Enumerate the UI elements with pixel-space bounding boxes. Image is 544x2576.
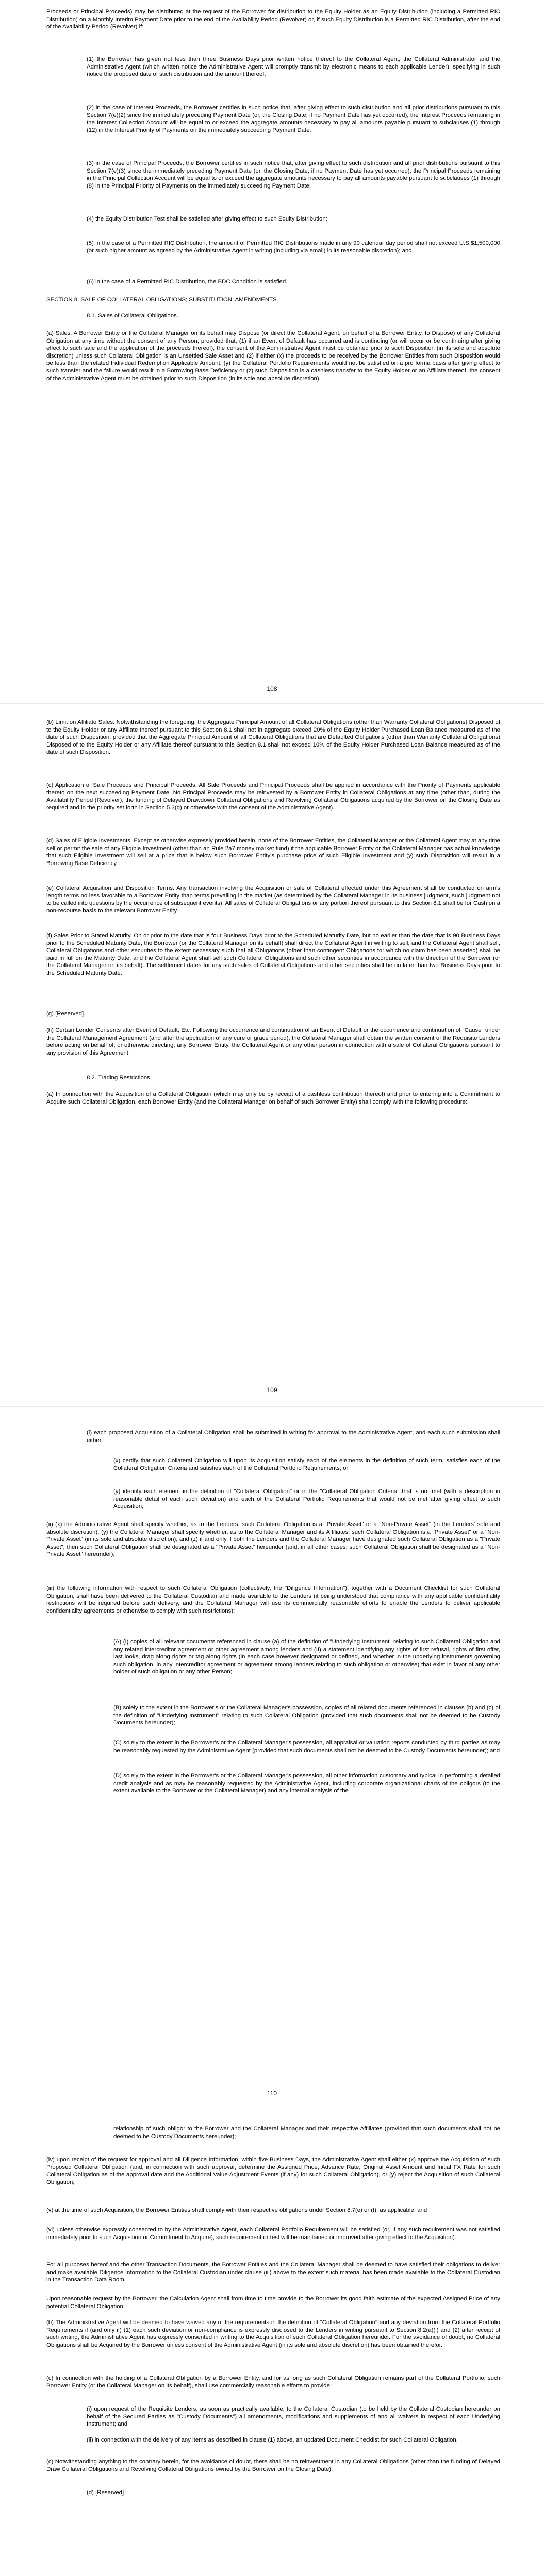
subsection-heading: 8.1. Sales of Collateral Obligations. — [87, 313, 178, 319]
paragraph: (i) each proposed Acquisition of a Collateral Obligation shall be submitted in writing for approval to the Administrative Agent, and each such submission shall either: — [87, 1430, 500, 1444]
section-heading: SECTION 8. SALE OF COLLATERAL OBLIGATIONS; SUBSTITUTION; AMENDMENTS — [46, 297, 277, 303]
page-108 — [0, 0, 544, 703]
paragraph: (5) in the case of a Permitted RIC Distribution, the amount of Permitted RIC Distributions made in any 90 calendar day period shall not exceed U.S.$1,500,000 (or such higher amount as agreed by the Administrative Agent in writing (including via email) in its reasonable discretion); and — [87, 240, 500, 254]
paragraph: (2) in the case of Interest Proceeds, the Borrower certifies in such notice that, after giving effect to such distribution and all prior distributions pursuant to this Section 7(e)(2) since the immediately preceding Payment Date (or, the Closing Date, if no Payment Date has yet occurred), the Interest Proceeds remaining in the Interest Collection Account will be equal to or exceed the aggregate amounts necessary to pay all amounts payable pursuant to subclauses (1) through (12) in the Interest Priority of Payments on the immediately succeeding Payment Date; — [87, 105, 500, 133]
paragraph: (b) Limit on Affiliate Sales. Notwithstanding the foregoing, the Aggregate Principal Amount of all Collateral Obligations (other than Warranty Collateral Obligations) Disposed of to the Equity Holder or any Affiliate thereof pursuant to this Section 8.1 shall not in aggregate exceed 20% of the Equity Holder Purchased Loan Balance measured as of the date of such Disposition; provided that the Aggregate Principal Amount of all Collateral Obligations that are Defaulted Obligations (other than Warranty Collateral Obligations) Disposed of to the Equity Holder or any Affiliate thereof pursuant to this Section 8.1 shall not exceed 10% of the Equity Holder Purchased Loan Balance measured as of the date of such Disposition. — [46, 719, 500, 756]
paragraph: (C) solely to the extent in the Borrower's or the Collateral Manager's possession, all appraisal or valuation reports conducted by third parties as may be reasonably requested by the Administrative Agent (provided that such documents shall not be deemed to be Custody Documents hereunder); and — [113, 1740, 500, 1754]
paragraph: (h) Certain Lender Consents after Event of Default, Etc. Following the occurrence and continuation of an Event of Default or the occurrence and continuation of "Cause" under the Collateral Management Agreement (and after the application of any cure or grace period), the Collateral Manager shall obtain the written consent of the Requisite Lenders before acting on behalf of, or otherwise directing, any Borrower Entity, the Collateral Agent or any other person in connection with a sale of Collateral Obligations pursuant to any provision of this Agreement. — [46, 1027, 500, 1056]
paragraph: (b) The Administrative Agent will be deemed to have waived any of the requirements in the definition of "Collateral Obligation" and any deviation from the Collateral Portfolio Requirements if (and only if) (1) each such deviation or non-compliance is expressly disclosed to the Lenders in writing pursuant to Section 8.2(a)(i) and (2) after receipt of such writing, the Administrative Agent has expressly consented in writing to the Acquisition of such Collateral Obligation hereunder. For the avoidance of doubt, no Collateral Obligations shall be Acquired by the Borrower unless consent of the Administrative Agent (in its sole and absolute discretion) has been obtained therefor. — [46, 2319, 500, 2348]
paragraph: (D) solely to the extent in the Borrower's or the Collateral Manager's possession, all other information customary and typical in performing a detailed credit analysis and as may be reasonably requested by the Administrative Agent, including corporate organizational charts of the obligors (to the extent available to the Borrower or the Collateral Manager) and any internal analysis of the — [113, 1773, 500, 1794]
paragraph: (f) Sales Prior to Stated Maturity. On or prior to the date that is four Business Days prior to the Scheduled Maturity Date, but no earlier than the date that is 90 Business Days prior to the Scheduled Maturity Date, the Borrower (or the Collateral Manager on its behalf) shall direct the Collateral Agent in writing to sell, and the Collateral Agent shall sell, Collateral Obligations and other securities to the extent necessary such that all Obligations (other than contingent Obligations for which no claim has been asserted) shall be paid in full on the Maturity Date, and the Collateral Agent shall sell such Collateral Obligations and such other securities in accordance with the direction of the Borrower (or the Collateral Manager on its behalf). The settlement dates for any such sales of Collateral Obligations and other securities shall be no later than two Business Days prior to the Scheduled Maturity Date. — [46, 933, 500, 976]
paragraph: (d) [Reserved] — [87, 2489, 124, 2496]
paragraph: (3) in the case of Principal Proceeds, the Borrower certifies in such notice that, after giving effect to such distribution and all prior distributions pursuant to this Section 7(e)(3) since the immediately preceding Payment Date (or, the Closing Date, if no Payment Date has yet occurred), the Principal Proceeds remaining in the Principal Collection Account will be equal to or exceed the aggregate amounts necessary to pay all amounts payable pursuant to subclauses (1) through (8) in the Principal Priority of Payments on the immediately succeeding Payment Date; — [87, 160, 500, 189]
paragraph: (iv) upon receipt of the request for approval and all Diligence Information, within five Business Days, the Administrative Agent shall either (x) approve the Acquisition of such Proposed Collateral Obligation (and, in connection with such approval, determine the Assigned Price, Advance Rate, Original Asset Amount and Initial FX Rate for such Collateral Obligation as of the approval date and the Additional Value Adjustment Events (if any) for such Collateral Obligation), or (y) reject the Acquisition of such Collateral Obligation; — [46, 2157, 500, 2185]
page-111 — [0, 2110, 544, 2576]
subsection-heading: 8.2. Trading Restrictions. — [87, 1075, 152, 1081]
paragraph: (y) identify each element in the definition of "Collateral Obligation" or in the "Collateral Obligation Criteria" that is not met (with a description in reasonable detail of each such deviation) and each of the Collateral Portfolio Requirements that would not be met after giving effect to such Acquisition; — [113, 1488, 500, 1510]
paragraph: (1) the Borrower has given not less than three Business Days prior written notice thereof to the Collateral Agent, the Collateral Administrator and the Administrative Agent (which written notice the Administrative Agent will promptly transmit by electronic means to each applicable Lender), specifying in such notice the proposed date of such distribution and the amount thereof; — [87, 56, 500, 78]
paragraph: (ii) in connection with the delivery of any items as described in clause (1) above, an updated Document Checklist for such Collateral Obligation. — [87, 2437, 458, 2443]
paragraph: For all purposes hereof and the other Transaction Documents, the Borrower Entities and the Collateral Manager shall be deemed to have satisfied their obligations to deliver and make available Diligence Information to the Collateral Custodian under clause (iii) above to the extent such material has been made available to the Collateral Custodian in the Transaction Data Room. — [46, 2262, 500, 2283]
paragraph: (vi) unless otherwise expressly consented to by the Administrative Agent, each Collateral Portfolio Requirement will be satisfied (or, if any such requirement was not satisfied immediately prior to such Acquisition or Commitment to Acquire), such requirement or test will be maintained or improved after giving effect to the Acquisition). — [46, 2227, 500, 2241]
paragraph: (a) In connection with the Acquisition of a Collateral Obligation (which may only be by receipt of a cashless contribution thereof) and prior to entering into a Commitment to Acquire such Collateral Obligation, each Borrower Entity (and the Collateral Manager on behalf of such Borrower Entity) shall comply with the following procedure: — [46, 1091, 500, 1105]
paragraph: (i) upon request of the Requisite Lenders, as soon as practically available, to the Collateral Custodian (to be held by the Collateral Custodian hereunder on behalf of the Secured Parties as "Custody Documents") all amendments, modifications and supplements of and all waivers in respect of each Underlying Instrument; and — [87, 2406, 500, 2428]
paragraph: (6) in the case of a Permitted RIC Distribution, the BDC Condition is satisfied. — [87, 279, 288, 285]
paragraph: relationship of such obligor to the Borrower and the Collateral Manager and their respective Affiliates (provided that such documents shall not be deemed to be Custody Documents hereunder); — [113, 2126, 500, 2140]
paragraph: (c) Application of Sale Proceeds and Principal Proceeds. All Sale Proceeds and Principal Proceeds shall be applied in accordance with the Priority of Payments applicable thereto on the next succeeding Payment Date. No Principal Proceeds may be reinvested by a Borrower Entity in Collateral Obligations at any time (other than, during the Availability Period (Revolver), the funding of Delayed Drawdown Collateral Obligations and Revolving Collateral Obligations acquired by the Borrower on the Closing Date as required and in the priority set forth in Section 5.3(d) or otherwise with the consent of the Administrative Agent). — [46, 782, 500, 811]
paragraph: (x) certify that such Collateral Obligation will upon its Acquisition satisfy each of the elements in the definition of such term, satisfies each of the Collateral Obligation Criteria and satisfies each of the Collateral Portfolio Requirements; or — [113, 1458, 500, 1471]
paragraph: (v) at the time of such Acquisition, the Borrower Entities shall comply with their respective obligations under Section 8.7(e) or (f), as applicable; and — [46, 2207, 427, 2213]
paragraph: (c) In connection with the holding of a Collateral Obligation by a Borrower Entity, and for as long as such Collateral Obligation remains part of the Collateral Portfolio, such Borrower Entity (or the Collateral Manager on its behalf), shall use commercially reasonable efforts to provide: — [46, 2375, 500, 2389]
paragraph: (d) Sales of Eligible Investments. Except as otherwise expressly provided herein, none of the Borrower Entities, the Collateral Manager or the Collateral Agent may at any time sell or permit the sale of any Eligible Investment (other than an Rule 2a7 money market fund) if the applicable Borrower Entity or the Collateral Manager has actual knowledge that such Eligible Investment will sell at a price that is below such Borrower Entity's purchase price of such Eligible Investment and (y) such Disposition will result in a Borrowing Base Deficiency. — [46, 838, 500, 867]
page-number: 108 — [267, 685, 277, 692]
paragraph: Upon reasonable request by the Borrower, the Calculation Agent shall from time to time provide to the Borrower its good faith estimate of the expected Assigned Price of any potential Collateral Obligation. — [46, 2296, 500, 2310]
page-number: 110 — [267, 2090, 277, 2097]
paragraph: (e) Collateral Acquisition and Disposition Terms. Any transaction involving the Acquisition or sale of Collateral effected under this Agreement shall be conducted on arm's length terms no less favorable to a Borrower Entity than terms prevailing in the market (as determined by the Collateral Manager in its business judgment, such judgment not to be called into questions by the occurrence of subsequent events). All sales of Collateral Obligations or any portion thereof pursuant to this Section 8.1 shall be for Cash on a non-recourse basis to the relevant Borrower Entity. — [46, 885, 500, 914]
page-110 — [0, 1406, 544, 2110]
paragraph: (A) (I) copies of all relevant documents referenced in clause (a) of the definition of "Underlying Instrument" relating to such Collateral Obligation and any related intercreditor agreement or other agreement among lenders and (II) a statement identifying any rights of first refusal, rights of first offer, last looks, drag along rights or tag along rights (in each case however designated or defined, and whether in the underlying instruments governing such obligation, in any intercreditor agreement or agreement among lenders relating to such obligation or otherwise) that exist in favor of any other holder of such obligation or any other Person; — [113, 1639, 500, 1675]
paragraph: (a) Sales. A Borrower Entity or the Collateral Manager on its behalf may Dispose (or direct the Collateral Agent, on behalf of a Borrower Entity, to Dispose) of any Collateral Obligation at any time without the consent of any Person; provided that, (1) if an Event of Default has occurred and is continuing (or will occur or be continuing after giving effect to such sale and the application of the proceeds thereof), the consent of the Administrative Agent must be obtained prior to such Disposition (in its sole and absolute discretion) unless such Collateral Obligation is an Unsettled Sale Asset and (2) if either (x) the proceeds to be received by the Borrower Entities from such Disposition would be less than the related Individual Redemption Applicable Amount, (y) the Collateral Portfolio Requirements would not be satisfied on a pro forma basis after giving effect to such transfer and the failure would result in a Borrowing Base Deficiency or (z) such Disposition is a cashless transfer to the Equity Holder or an Affiliate thereof, the consent of the Administrative Agent must be obtained prior to such Disposition (in its sole and absolute discretion). — [46, 330, 500, 382]
paragraph: (iii) the following information with respect to such Collateral Obligation (collectively, the "Diligence Information"), together with a Document Checklist for such Collateral Obligation, shall have been delivered to the Collateral Custodian and made available to the Lenders (it being understood that compliance with any applicable confidentiality restrictions will be required before such delivery, and the Collateral Manager will use its commercially reasonable efforts to enable the Lenders to deliver applicable confidentiality agreements or otherwise to comply with such restrictions): — [46, 1585, 500, 1614]
page-number: 109 — [267, 1386, 277, 1394]
paragraph: (g) [Reserved]. — [46, 1011, 86, 1017]
paragraph: (c) Notwithstanding anything to the contrary herein, for the avoidance of doubt, there shall be no reinvestment in any Collateral Obligations (other than the funding of Delayed Draw Collateral Obligations and Revolving Collateral Obligations owned by the Borrower on the Closing Date). — [46, 2459, 500, 2472]
paragraph: (ii) (x) the Administrative Agent shall specify whether, as to the Lenders, such Collateral Obligation is a "Private Asset" or a "Non-Private Asset" (in the Lenders' sole and absolute discretion), (y) the Collateral Manager shall specify whether, as to the Collateral Manager and its Affiliates, such Collateral Obligation is a "Private Asset" or a "Non-Private Asset" (in its sole and absolute discretion); and (z) if and only if both the Lenders and the Collateral Manager have designated such Collateral Obligation as a "Private Asset", then such Collateral Obligation shall be designated as a "Private Asset" hereunder (and, in all other cases, such Collateral Obligation shall be designated as a "Non-Private Asset" hereunder); — [46, 1521, 500, 1558]
paragraph: (4) the Equity Distribution Test shall be satisfied after giving effect to such Equity Distribution; — [87, 216, 327, 222]
paragraph: Proceeds or Principal Proceeds) may be distributed at the request of the Borrower for distribution to the Equity Holder as an Equity Distribution (including a Permitted RIC Distribution) on a Monthly Interim Payment Date prior to the end of the Availability Period (Revolver) or, if such Equity Distribution is a Permitted RIC Distribution, after the end of the Availability Period (Revolver) if: — [46, 9, 500, 30]
paragraph: (B) solely to the extent in the Borrower's or the Collateral Manager's possession, copies of all related documents referenced in clauses (b) and (c) of the definition of "Underlying Instrument" relating to such Collateral Obligation (provided that such documents shall not be deemed to be Custody Documents hereunder); — [113, 1705, 500, 1726]
page-109 — [0, 703, 544, 1406]
